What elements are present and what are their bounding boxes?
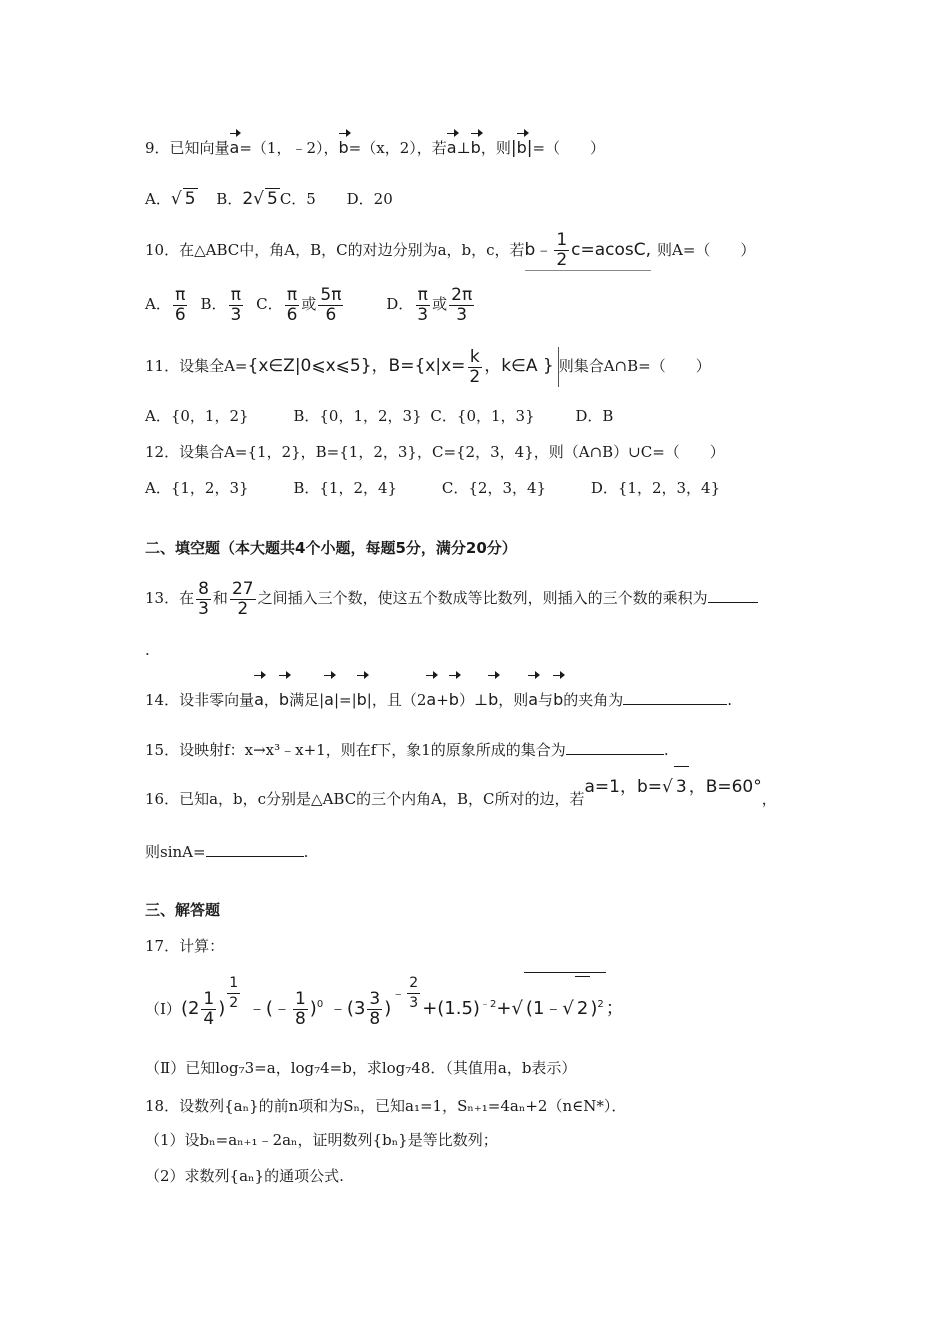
numerator: 1 (227, 974, 240, 994)
denominator: 3 (230, 304, 242, 325)
option-a-label: A． (145, 190, 171, 208)
option-a: A．{1，2，3} (145, 479, 249, 497)
denominator: 3 (409, 994, 419, 1011)
option-b-label: B． (200, 295, 227, 313)
option-c: C．5 (279, 190, 316, 208)
q16-text: ， (761, 790, 777, 808)
q10-text: 10．在△ABC中，角A，B，C的对边分别为a，b，c，若 (145, 241, 525, 259)
fraction (293, 990, 308, 1029)
q13-text: 之间插入三个数，使这五个数成等比数列，则插入的三个数的乘积为 (257, 589, 708, 607)
answer-blank[interactable] (623, 688, 727, 705)
denominator: 3 (198, 598, 209, 619)
option-b: B．{0，1，2，3} (293, 407, 422, 425)
sqrt-value: 2 (575, 976, 590, 1041)
q17-part2: （Ⅱ）已知log₇3=a，log₇4=b，求log₇48．（其值用a，b表示） (145, 1059, 577, 1077)
fraction (201, 990, 216, 1029)
expr-part: (2 (180, 998, 200, 1019)
q9-text: ，则 (480, 139, 511, 157)
exponent-fraction (227, 974, 240, 1013)
option-d-fraction (449, 286, 474, 325)
denominator: 6 (325, 304, 337, 325)
numerator: 1 (203, 988, 215, 1009)
vector-a: a (229, 138, 240, 157)
numerator: 1 (556, 229, 568, 250)
option-d: D．{1，2，3，4} (590, 479, 721, 497)
exponent-sign: ﹣ (391, 986, 406, 1002)
q16-text: 16．已知a，b，c分别是△ABC的三个内角A，B，C所对的边，若 (145, 790, 585, 808)
sqrt-icon: √ (170, 189, 182, 209)
section-2-heading: 二、填空题（本大题共4个小题，每题5分，满分20分） (145, 539, 517, 557)
numerator: 1 (294, 988, 306, 1009)
q15-text: 15．设映射f：x→x³﹣x+1，则在f下，象1的原象所成的集合为 (145, 741, 566, 759)
expr-part: ； (605, 998, 624, 1019)
q16-condition: a=1，b=√ 3 ，B=60° (585, 777, 762, 797)
numerator: π (417, 284, 428, 305)
q10-tail: 则A=（ ） (657, 241, 756, 259)
exponent: ﹣2 (479, 999, 497, 1010)
q9-options (145, 188, 393, 209)
numerator: 2π (451, 284, 473, 305)
question-10 (145, 230, 755, 271)
q12-text: 12．设集合A={1，2}，B={1，2，3}，C={2，3，4}，则（A∩B）∪C=（ ） (145, 443, 725, 461)
condition-part: a=1，b= (584, 777, 663, 797)
denominator: 2 (237, 598, 249, 619)
sqrt-value: 3 (674, 766, 689, 807)
set-expression: ，k∈A } (484, 356, 554, 376)
option-a-value: 5 (184, 189, 196, 209)
formula-part: c=acosC, (571, 240, 652, 260)
vector-a: a (426, 680, 436, 720)
numerator: 27 (231, 578, 254, 599)
exponent: 0 (316, 999, 324, 1010)
denominator: 8 (369, 1008, 381, 1029)
q14-text: 的夹角为 (563, 691, 624, 709)
question-15 (145, 738, 669, 760)
q12-options (145, 478, 720, 498)
q15-text: . (663, 741, 669, 759)
expr-part: + (496, 998, 512, 1019)
q17-part1: （Ⅰ）(2 $\frac{1}{4}$ ) $\frac{1}{2}$ ﹣(﹣ $\frac{1}{8}$ )$^0$ ﹣(3 $\frac{3}{8}$ )﹣ $\frac{2}{3}$ $+(1.5)^{﹣2}+√$ (1﹣√ 2 )$^2$ ； (145, 972, 624, 1042)
vector-a: a (446, 138, 457, 157)
question-12 (145, 442, 725, 462)
option-c-fraction (318, 286, 343, 325)
abs-vector-b: |b| (510, 138, 533, 158)
option-c-fraction (285, 286, 300, 325)
option-c-label: C． (256, 295, 283, 313)
fraction (196, 580, 211, 619)
q16-line2 (145, 840, 308, 862)
option-a: A．{0，1，2} (145, 407, 249, 425)
q14-text: ，则 (498, 691, 529, 709)
vector-b: b (553, 680, 563, 720)
numerator: 8 (198, 578, 209, 599)
fraction (367, 990, 382, 1029)
vector-b: b (488, 680, 498, 720)
q14-text: |，且（2 (366, 691, 427, 709)
q9-text: =（1，﹣2）， (239, 139, 339, 157)
option-b-coef: 2 (242, 189, 254, 209)
denominator: 3 (417, 304, 429, 325)
section-3-heading: 三、解答题 (145, 901, 221, 919)
q14-text: + (436, 691, 449, 709)
or-text: 或 (432, 295, 448, 313)
numerator: 3 (369, 988, 381, 1009)
option-d-label: D． (386, 295, 414, 313)
set-expression: {x∈Z|0⩽x⩽5}，B={x|x= (247, 356, 466, 376)
expr-part: ﹣(3 (328, 998, 366, 1019)
fraction (554, 231, 569, 270)
fraction (230, 580, 256, 619)
q9-text: =（x，2），若 (348, 139, 447, 157)
perp-symbol: ⊥ (456, 139, 471, 157)
question-16 (145, 778, 777, 819)
vector-a: a (254, 680, 264, 720)
q16-text: . (303, 843, 309, 861)
expr-part: ) (590, 998, 598, 1019)
option-d: D．B (575, 407, 614, 425)
option-a-fraction (173, 286, 188, 325)
q14-text: 与 (538, 691, 554, 709)
q18-part1: （1）设bₙ=aₙ₊₁﹣2aₙ，证明数列{bₙ}是等比数列； (145, 1131, 498, 1149)
vector-b: b (449, 680, 459, 720)
exponent-fraction (407, 974, 420, 1013)
option-a-label: A． (145, 295, 171, 313)
expr-part: ﹣(﹣ (247, 998, 291, 1019)
option-d: D．20 (346, 190, 393, 208)
vector-a: a (528, 680, 538, 720)
q10-formula (525, 230, 652, 271)
numerator: k (469, 346, 480, 367)
option-b-value: 5 (267, 189, 278, 209)
option-d-fraction (415, 286, 430, 325)
option-c: C．{0，1，3} (430, 407, 535, 425)
denominator: 6 (174, 304, 186, 325)
denominator: 2 (229, 994, 239, 1011)
vector-b: b (516, 138, 527, 157)
answer-blank[interactable] (708, 586, 758, 603)
question-14 (145, 680, 732, 720)
question-18: 18．设数列{aₙ}的前n项和为Sₙ，已知a₁=1，Sₙ₊₁=4aₙ+2（n∈N*）． (145, 1097, 627, 1115)
vector-a: a (324, 680, 334, 720)
expr-part: +(1.5) (422, 998, 480, 1019)
numerator: 5π (320, 284, 342, 305)
option-b: B．{1，2，4} (293, 479, 398, 497)
denominator: 4 (203, 1008, 215, 1029)
denominator: 8 (294, 1008, 306, 1029)
vector-b: b (357, 680, 367, 720)
sqrt-expression: (1﹣√ 2 )$^2$ (524, 972, 606, 1041)
vector-b: b (338, 138, 349, 157)
numerator: π (175, 284, 186, 305)
exponent: 2 (597, 999, 604, 1010)
q11-tail: 则集合A∩B=（ ） (558, 357, 711, 375)
option-b-fraction (228, 286, 243, 325)
q14-text: 满足| (289, 691, 325, 709)
option-b-label: B． (216, 190, 243, 208)
answer-blank[interactable] (206, 840, 304, 857)
q11-options (145, 406, 613, 426)
q14-text: ）⊥ (458, 691, 489, 709)
q13-dot: . (145, 641, 150, 659)
q9-text: 9．已知向量 (145, 139, 230, 157)
vector-b: b (470, 138, 481, 157)
q14-text: . (727, 691, 733, 709)
question-17-title: 17．计算： (145, 937, 225, 955)
question-11 (145, 344, 711, 388)
denominator: 2 (556, 249, 568, 270)
q14-text: |=| (333, 691, 357, 709)
numerator: π (286, 284, 298, 305)
q14-text: 14．设非零向量 (145, 691, 255, 709)
part-label: （Ⅰ） (145, 1000, 181, 1018)
q11-text: 11．设集全A= (145, 357, 248, 375)
or-text: 或 (301, 295, 317, 313)
q14-text: ， (263, 691, 279, 709)
expr-part: (1﹣ (525, 998, 563, 1019)
q18-part2: （2）求数列{aₙ}的通项公式. (145, 1167, 344, 1185)
denominator: 6 (286, 304, 298, 325)
option-c: C．{2，3，4} (441, 479, 547, 497)
q16-text: 则sinA= (145, 843, 206, 861)
question-9 (145, 138, 605, 158)
vector-b: b (279, 680, 289, 720)
numerator: π (230, 284, 242, 305)
q9-text: =（ ） (532, 139, 606, 157)
denominator: 3 (456, 304, 468, 325)
formula-part: b﹣ (524, 240, 553, 260)
sqrt-icon: √ (253, 189, 264, 209)
condition-part: ，B=60° (688, 777, 762, 797)
q13-text: 13．在 (145, 589, 195, 607)
fraction (467, 348, 482, 387)
answer-blank[interactable] (566, 738, 664, 755)
q13-text: 和 (212, 589, 228, 607)
question-13 (145, 574, 758, 622)
q10-options (145, 282, 476, 326)
numerator: 2 (407, 974, 420, 994)
denominator: 2 (469, 366, 481, 387)
